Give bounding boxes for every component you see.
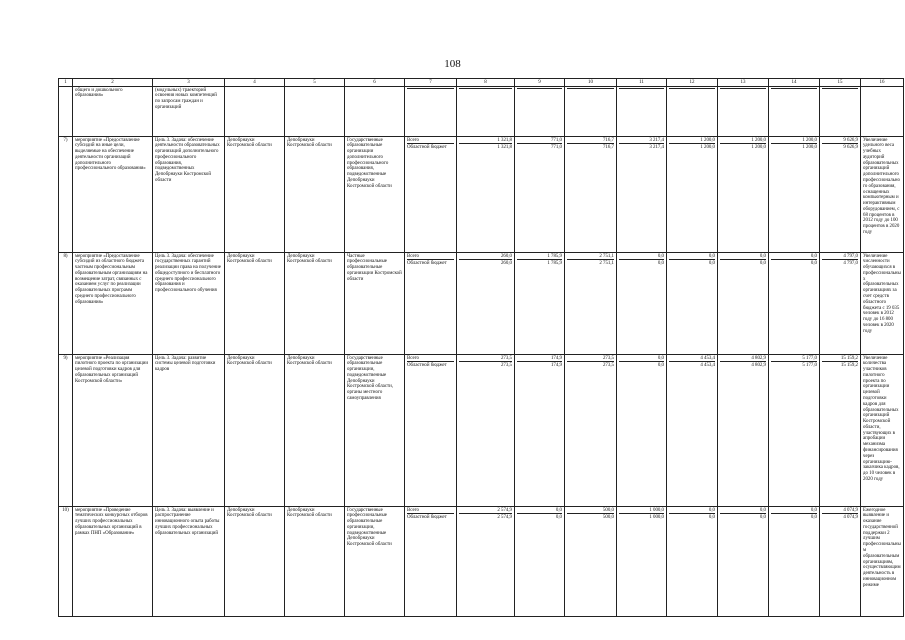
amount-cell — [617, 355, 667, 507]
responsible-executor-cell: Депобрнауки Костромской области — [225, 137, 285, 253]
amount-cell — [515, 507, 565, 617]
funding-budget-label: Областной бюджет — [407, 361, 454, 369]
amount-regional-budget — [567, 88, 614, 90]
amount-total: 273,5 — [500, 355, 512, 361]
amount-total: 0,0 — [657, 253, 664, 259]
amount-regional-budget: 0,0 — [669, 513, 715, 521]
amount-regional-budget: 0,0 — [669, 259, 715, 267]
amount-cell — [718, 355, 769, 507]
amount-total: 4 802,9 — [751, 355, 766, 361]
amount-cell — [718, 87, 769, 137]
amount-total: 0,0 — [810, 253, 817, 259]
funding-budget-label: Областной бюджет — [407, 513, 454, 521]
amount-cell — [617, 253, 667, 355]
amount-total: 0,0 — [657, 355, 664, 361]
amount-total: 500,0 — [602, 507, 614, 513]
main-administrator-cell: Депобрнауки Костромской области — [285, 253, 345, 355]
amount-cell — [667, 253, 718, 355]
amount-regional-budget — [669, 88, 715, 90]
goal-task-cell: Цель 3. Задача: выявление и распространение инновационного опыта работы лучших профессиональных образовательных организаций — [153, 507, 225, 617]
expected-result-cell: Ежегодное выявление и оказание государственной поддержки 2 лучшим профессиональным образовательным организациям, осуществляющим деятельность в инновационном режиме — [861, 507, 904, 617]
table-row — [59, 355, 904, 507]
table-row — [59, 87, 904, 137]
amount-cell — [769, 507, 820, 617]
amount-regional-budget — [771, 88, 817, 90]
amount-total: 1 200,0 — [700, 137, 715, 143]
amount-total: 1 321,8 — [497, 137, 512, 143]
amount-cell — [769, 137, 820, 253]
expected-result-cell: Увеличение удельного веса учебных аудиторий образовательных организаций дополнительного профессионального образования, оснащенных компьютерным и интерактивным оборудованием, с 68 процентов в 2012 году до 100 процентов в 2020 году — [861, 137, 904, 253]
amount-cell — [820, 355, 861, 507]
column-number: 12 — [667, 79, 718, 87]
amount-total: 1 200,0 — [802, 137, 817, 143]
amount-regional-budget: 716,7 — [567, 143, 614, 151]
goal-task-cell: Цель 3. Задача: обеспечение государственных гарантий реализации права на получение общедоступного и бесплатного среднего профессионального образования и профессионального обучения — [153, 253, 225, 355]
funding-source-cell — [405, 355, 457, 507]
column-number: 4 — [225, 79, 285, 87]
amount-total: 0,0 — [708, 253, 715, 259]
amount-total: 1 000,0 — [649, 507, 664, 513]
amount-cell — [457, 137, 515, 253]
expected-result-cell — [861, 87, 904, 137]
expected-result-cell: Увеличение количества участников пилотного проекта по организации целевой подготовки кадров для образовательных организаций Костромской области, участвующих в апробации механизма финансирования через организацию-заказчика кадров, до 10 человек в 2020 году — [861, 355, 904, 507]
amount-cell — [820, 253, 861, 355]
goal-task-cell: Цель 3. Задача: обеспечение деятельности образовательных организаций дополнительного профессионального образования, подведомственных Депобрнауки Костромской области — [153, 137, 225, 253]
amount-cell — [667, 507, 718, 617]
amount-total: 9 626,9 — [843, 137, 858, 143]
amount-total: 0,0 — [810, 507, 817, 513]
amount-cell — [565, 355, 617, 507]
column-number: 9 — [515, 79, 565, 87]
amount-cell — [718, 507, 769, 617]
main-administrator-cell — [285, 87, 345, 137]
funding-source-cell — [405, 137, 457, 253]
amount-cell — [457, 507, 515, 617]
amount-cell — [457, 87, 515, 137]
amount-total: 2 751,1 — [599, 253, 614, 259]
amount-regional-budget: 0,0 — [720, 513, 766, 521]
funding-total-label: Всего — [407, 253, 419, 259]
amount-regional-budget: 273,5 — [567, 361, 614, 369]
goal-task-cell: Цель 3. Задача: развитие системы целевой подготовки кадров — [153, 355, 225, 507]
amount-total: 0,0 — [708, 507, 715, 513]
funding-total-label: Всего — [407, 137, 419, 143]
amount-regional-budget: 2 574,9 — [459, 513, 512, 521]
amount-regional-budget: 1 200,0 — [669, 143, 715, 151]
amount-total: 3 217,4 — [649, 137, 664, 143]
amount-total: 0,0 — [555, 507, 562, 513]
amount-total: 4 074,9 — [843, 507, 858, 513]
funding-total-label: Всего — [407, 507, 419, 513]
amount-regional-budget: 1 000,0 — [619, 513, 664, 521]
amount-total: 273,5 — [602, 355, 614, 361]
table-row — [59, 253, 904, 355]
amount-total: 15 159,2 — [840, 355, 858, 361]
amount-cell — [718, 253, 769, 355]
amount-regional-budget: 4 802,9 — [720, 361, 766, 369]
amount-regional-budget — [822, 88, 858, 90]
row-number-cell: 7) — [59, 137, 73, 253]
amount-regional-budget: 260,0 — [459, 259, 512, 267]
column-number: 6 — [345, 79, 405, 87]
amount-total: 771,0 — [550, 137, 562, 143]
amount-regional-budget: 4 074,9 — [822, 513, 858, 521]
amount-total: 0,0 — [759, 507, 766, 513]
row-number-cell: 8) — [59, 253, 73, 355]
amount-cell — [617, 87, 667, 137]
amount-regional-budget: 9 626,9 — [822, 143, 858, 151]
amount-cell — [565, 87, 617, 137]
amount-cell — [515, 253, 565, 355]
amount-total: 4 453,4 — [700, 355, 715, 361]
row-number-cell: 9) — [59, 355, 73, 507]
amount-regional-budget: 1 785,9 — [517, 259, 562, 267]
amount-regional-budget: 3 217,4 — [619, 143, 664, 151]
amount-regional-budget — [720, 88, 766, 90]
column-number: 13 — [718, 79, 769, 87]
main-administrator-cell: Депобрнауки Костромской области — [285, 137, 345, 253]
responsible-executor-cell: Депобрнауки Костромской области — [225, 355, 285, 507]
amount-total: 716,7 — [602, 137, 614, 143]
amount-cell — [565, 253, 617, 355]
funding-budget-label — [407, 88, 454, 90]
activity-name-cell: мероприятие «Предоставление субсидий из областного бюджета частным профессиональным образовательным организациям на возмещение затрат, связанных с оказанием услуг по реализации образовательных программ среднего профессионального образования» — [73, 253, 153, 355]
funding-source-cell — [405, 87, 457, 137]
column-number: 5 — [285, 79, 345, 87]
amount-total: 5 177,0 — [802, 355, 817, 361]
responsible-executor-cell: Депобрнауки Костромской области — [225, 253, 285, 355]
funding-source-cell — [405, 253, 457, 355]
amount-total: 1 785,9 — [547, 253, 562, 259]
amount-regional-budget — [459, 88, 512, 90]
amount-cell — [820, 507, 861, 617]
column-number: 16 — [861, 79, 904, 87]
amount-regional-budget: 0,0 — [517, 513, 562, 521]
goal-task-cell: (модульных) траекторий освоения новых компетенций по запросам граждан и организаций — [153, 87, 225, 137]
amount-regional-budget — [619, 88, 664, 90]
amount-total: 2 574,9 — [497, 507, 512, 513]
amount-cell — [515, 137, 565, 253]
amount-regional-budget: 273,5 — [459, 361, 512, 369]
participants-cell: Государственные образовательные организации дополнительного профессионального образования, подведомственные Депобрнауки Костромской области — [345, 137, 405, 253]
activity-name-cell: мероприятие «Проведение тематических конкурсных отборов лучших профессиональных образовательных организаций в рамках ПНП «Образование» — [73, 507, 153, 617]
program-activities-table — [58, 78, 904, 617]
column-number: 3 — [153, 79, 225, 87]
column-number: 8 — [457, 79, 515, 87]
amount-regional-budget: 4 797,0 — [822, 259, 858, 267]
funding-source-cell — [405, 507, 457, 617]
funding-total-label: Всего — [407, 355, 419, 361]
amount-cell — [769, 253, 820, 355]
amount-cell — [769, 355, 820, 507]
column-number: 2 — [73, 79, 153, 87]
activity-name-cell: мероприятие «Предоставление субсидий на иные цели, выделяемые на обеспечение деятельности организаций дополнительного профессионального образования» — [73, 137, 153, 253]
amount-cell — [667, 355, 718, 507]
participants-cell: Государственные профессиональные образовательные организации, подведомственные Депобрнауки Костромской области — [345, 507, 405, 617]
amount-cell — [769, 87, 820, 137]
amount-regional-budget: 5 177,0 — [771, 361, 817, 369]
column-number: 7 — [405, 79, 457, 87]
amount-regional-budget: 174,9 — [517, 361, 562, 369]
amount-regional-budget: 2 751,1 — [567, 259, 614, 267]
column-number-row — [59, 79, 904, 87]
amount-cell — [565, 507, 617, 617]
funding-budget-label: Областной бюджет — [407, 259, 454, 267]
amount-regional-budget: 500,0 — [567, 513, 614, 521]
activity-name-cell: общего и дошкольного образования» — [73, 87, 153, 137]
amount-total: 4 797,0 — [843, 253, 858, 259]
participants-cell: Частные профессиональные образовательные организации Костромской области — [345, 253, 405, 355]
amount-regional-budget: 771,0 — [517, 143, 562, 151]
amount-cell — [667, 87, 718, 137]
amount-cell — [457, 355, 515, 507]
amount-regional-budget: 0,0 — [619, 259, 664, 267]
amount-regional-budget: 0,0 — [619, 361, 664, 369]
amount-cell — [820, 87, 861, 137]
table-row — [59, 137, 904, 253]
column-number: 15 — [820, 79, 861, 87]
page-number: 108 — [444, 58, 461, 70]
amount-regional-budget: 0,0 — [771, 513, 817, 521]
table-row — [59, 507, 904, 617]
amount-total: 0,0 — [759, 253, 766, 259]
amount-regional-budget — [517, 88, 562, 90]
amount-regional-budget: 4 453,4 — [669, 361, 715, 369]
funding-budget-label: Областной бюджет — [407, 143, 454, 151]
amount-regional-budget: 0,0 — [771, 259, 817, 267]
amount-total: 260,0 — [500, 253, 512, 259]
participants-cell: Государственные образовательные организации, подведомственные Депобрнауки Костромской области, органы местного самоуправления — [345, 355, 405, 507]
column-number: 11 — [617, 79, 667, 87]
responsible-executor-cell — [225, 87, 285, 137]
main-administrator-cell: Депобрнауки Костромской области — [285, 507, 345, 617]
amount-regional-budget: 0,0 — [720, 259, 766, 267]
amount-cell — [667, 137, 718, 253]
column-number: 1 — [59, 79, 73, 87]
amount-total: 174,9 — [550, 355, 562, 361]
participants-cell — [345, 87, 405, 137]
amount-regional-budget: 1 200,0 — [771, 143, 817, 151]
column-number: 14 — [769, 79, 820, 87]
amount-cell — [617, 507, 667, 617]
amount-regional-budget: 1 200,0 — [720, 143, 766, 151]
main-administrator-cell: Депобрнауки Костромской области — [285, 355, 345, 507]
activity-name-cell: мероприятие «Реализация пилотного проекта по организации целевой подготовки кадров для образовательных организаций Костромской области» — [73, 355, 153, 507]
amount-total: 1 200,0 — [751, 137, 766, 143]
row-number-cell — [59, 87, 73, 137]
amount-cell — [457, 253, 515, 355]
amount-cell — [718, 137, 769, 253]
amount-cell — [820, 137, 861, 253]
amount-cell — [565, 137, 617, 253]
amount-cell — [515, 355, 565, 507]
amount-cell — [515, 87, 565, 137]
amount-regional-budget: 15 159,2 — [822, 361, 858, 369]
column-number: 10 — [565, 79, 617, 87]
responsible-executor-cell: Депобрнауки Костромской области — [225, 507, 285, 617]
row-number-cell: 10) — [59, 507, 73, 617]
expected-result-cell: Увеличение численности обучающихся в профессиональных образовательных организациях за счет средств областного бюджета с 19 035 человек в 2012 году до 16 800 человек в 2020 году — [861, 253, 904, 355]
amount-cell — [617, 137, 667, 253]
amount-regional-budget: 1 321,8 — [459, 143, 512, 151]
